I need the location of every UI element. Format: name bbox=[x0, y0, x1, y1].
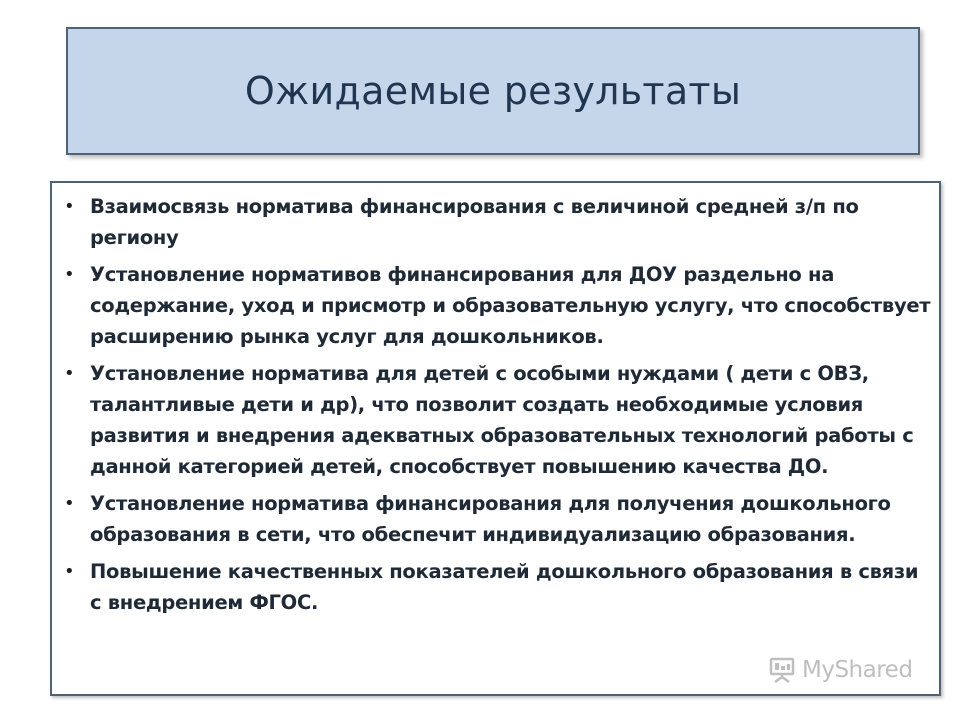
bullet-text: Повышение качественных показателей дошкольного образования в связи с внедрением ФГОС. bbox=[90, 560, 919, 614]
bullet-icon: • bbox=[64, 561, 75, 582]
title-box bbox=[66, 27, 920, 155]
list-item bbox=[60, 191, 933, 253]
content-box bbox=[50, 181, 941, 696]
bullet-icon: • bbox=[64, 493, 75, 514]
list-item bbox=[60, 488, 933, 550]
list-item bbox=[60, 556, 933, 618]
bullet-text: Установление норматива для детей с особыми нуждами ( дети с ОВЗ, талантливые дети и др), что позволит создать необходимые условия развития и внедрения адекватных образовательных технологий работы с данной категорией детей, способствует повышению качества ДО. bbox=[90, 362, 914, 478]
bullet-text: Установление норматива финансирования для получения дошкольного образования в сети, что обеспечит индивидуализацию образования. bbox=[90, 492, 891, 546]
bullet-text: Установление нормативов финансирования для ДОУ раздельно на содержание, уход и присмотр и образовательную услугу, что способствует расширению рынка услуг для дошкольников. bbox=[90, 263, 931, 348]
watermark-text: MyShared bbox=[802, 657, 913, 683]
list-item bbox=[60, 358, 933, 482]
bullet-icon: • bbox=[64, 363, 75, 384]
bullet-icon: • bbox=[64, 196, 75, 217]
list-item bbox=[60, 259, 933, 352]
presentation-board-icon bbox=[768, 656, 796, 684]
slide-title: Ожидаемые результаты bbox=[244, 69, 742, 113]
bullet-list bbox=[52, 183, 939, 618]
watermark bbox=[768, 656, 912, 684]
bullet-icon: • bbox=[64, 264, 75, 285]
bullet-text: Взаимосвязь норматива финансирования с величиной средней з/п по региону bbox=[90, 195, 859, 249]
